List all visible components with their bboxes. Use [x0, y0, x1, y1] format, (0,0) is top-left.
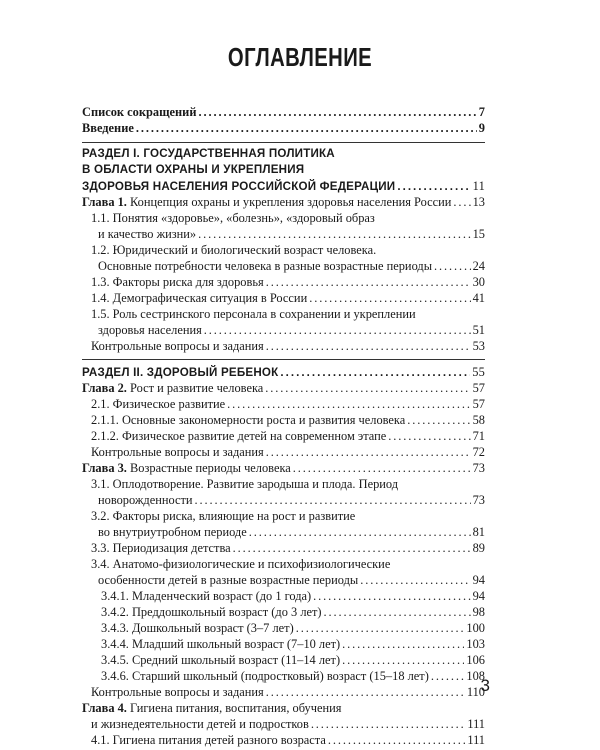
toc-entry-review-2[interactable] [82, 444, 485, 460]
toc-entry-page: 98 [472, 605, 485, 619]
dot-leader [204, 322, 471, 338]
toc-entry-title: 3.4.3. Дошкольный возраст (3–7 лет) [101, 621, 294, 635]
dot-leader [195, 492, 471, 508]
dot-leader [313, 588, 470, 604]
toc-entry-title: 3.4.6. Старший школьный (подростковый) возраст (15–18 лет) [101, 669, 429, 683]
toc-entry-page: 73 [472, 461, 485, 475]
toc-entry-title: 1.3. Факторы риска для здоровья [91, 275, 264, 289]
toc-entry-1-2[interactable] [82, 242, 485, 274]
toc-entry-3-4-3[interactable] [82, 620, 485, 636]
toc-entry-abbreviations[interactable] [82, 104, 485, 120]
dot-leader [198, 104, 476, 120]
dot-leader [293, 460, 471, 476]
toc-entry-page: 51 [472, 323, 485, 337]
toc-entry-page: 100 [466, 621, 485, 635]
page-title: ОГЛАВЛЕНИЕ [227, 42, 373, 72]
dot-leader [233, 540, 471, 556]
toc-entry-introduction[interactable] [82, 120, 485, 136]
toc-entry-page: 15 [472, 227, 485, 241]
toc-entry-page: 30 [472, 275, 485, 289]
toc-entry-title: 3.1. Оплодотворение. Развитие зародыша и плода. Период [91, 477, 399, 491]
dot-leader [342, 636, 464, 652]
section-title-line: РАЗДЕЛ II. ЗДОРОВЫЙ РЕБЕНОК [82, 366, 279, 379]
toc-entry-title: и качество жизни» [98, 227, 197, 241]
dot-leader [328, 732, 465, 748]
toc-entry-review-1[interactable] [82, 338, 485, 354]
toc-entry-page: 94 [472, 573, 485, 587]
toc-entry-page: 103 [466, 637, 485, 651]
toc-entry-title: Контрольные вопросы и задания [91, 339, 264, 353]
toc-entry-page: 81 [472, 525, 485, 539]
dot-leader [388, 428, 470, 444]
toc-chapter-2[interactable] [82, 380, 485, 396]
toc-entry-title: 3.4.4. Младший школьный возраст (7–10 лет) [101, 637, 341, 651]
toc-entry-title: 2.1. Физическое развитие [91, 397, 226, 411]
dot-leader [453, 194, 470, 210]
dot-leader [342, 652, 464, 668]
dot-leader [407, 412, 470, 428]
toc-entry-title: 4.1. Гигиена питания детей разного возраста [91, 733, 326, 747]
toc-entry-title: новорожденности [98, 493, 193, 507]
toc-entry-4-1[interactable] [82, 732, 485, 748]
dot-leader [266, 444, 471, 460]
chapter-label: Глава 4. [82, 701, 127, 715]
dot-leader [431, 668, 465, 684]
toc-entry-page: 73 [472, 493, 485, 507]
dot-leader [265, 380, 470, 396]
table-of-contents [82, 104, 485, 748]
toc-entry-page: 108 [466, 669, 485, 683]
toc-entry-title: 3.4.1. Младенческий возраст (до 1 года) [101, 589, 312, 603]
dot-leader [296, 620, 465, 636]
toc-entry-3-1[interactable] [82, 476, 485, 508]
toc-entry-3-4-2[interactable] [82, 604, 485, 620]
toc-entry-title: 3.4.5. Средний школьный возраст (11–14 лет) [101, 653, 341, 667]
toc-entry-page: 58 [472, 413, 485, 427]
toc-entry-page: 11 [472, 179, 485, 193]
toc-entry-1-3[interactable] [82, 274, 485, 290]
toc-entry-title: 1.4. Демографическая ситуация в России [91, 291, 308, 305]
dot-leader [266, 274, 471, 290]
toc-chapter-3[interactable] [82, 460, 485, 476]
toc-entry-1-4[interactable] [82, 290, 485, 306]
dot-leader [266, 338, 471, 354]
toc-entry-3-4[interactable] [82, 556, 485, 588]
toc-section-2[interactable] [82, 364, 485, 380]
toc-entry-title: 1.2. Юридический и биологический возраст человека. [91, 243, 377, 257]
toc-entry-title: 3.4. Анатомо-физиологические и психофизиологические [91, 557, 391, 571]
toc-entry-2-1[interactable] [82, 396, 485, 412]
toc-entry-page: 57 [472, 397, 485, 411]
toc-entry-page: 111 [467, 717, 485, 731]
toc-entry-page: 41 [472, 291, 485, 305]
dot-leader [360, 572, 470, 588]
toc-entry-page: 94 [472, 589, 485, 603]
toc-entry-title: Основные потребности человека в разные возрастные периоды [98, 259, 433, 273]
dot-leader [311, 716, 466, 732]
toc-chapter-1[interactable] [82, 194, 485, 210]
toc-entry-title: Контрольные вопросы и задания [91, 445, 264, 459]
dot-leader [266, 684, 465, 700]
toc-entry-title: Список сокращений [82, 105, 197, 119]
toc-entry-title: здоровья населения [98, 323, 202, 337]
toc-entry-1-1[interactable] [82, 210, 485, 242]
toc-entry-3-4-5[interactable] [82, 652, 485, 668]
dot-leader [434, 258, 471, 274]
toc-entry-page: 89 [472, 541, 485, 555]
toc-entry-title: 3.3. Периодизация детства [91, 541, 231, 555]
toc-entry-page: 71 [472, 429, 485, 443]
chapter-label: Глава 1. [82, 195, 127, 209]
toc-entry-3-3[interactable] [82, 540, 485, 556]
toc-entry-title: 1.1. Понятия «здоровье», «болезнь», «здоровый образ [91, 211, 375, 225]
toc-entry-title: особенности детей в разные возрастные периоды [98, 573, 359, 587]
dot-leader [309, 290, 470, 306]
toc-entry-page: 110 [466, 685, 485, 699]
toc-entry-page: 57 [472, 381, 485, 395]
dot-leader [280, 365, 470, 380]
chapter-label: Глава 3. [82, 461, 127, 475]
toc-entry-3-4-4[interactable] [82, 636, 485, 652]
dot-leader [227, 396, 470, 412]
toc-entry-page: 53 [472, 339, 485, 353]
toc-entry-page: 9 [478, 121, 485, 135]
dot-leader [397, 179, 470, 194]
toc-entry-title: Контрольные вопросы и задания [91, 685, 264, 699]
toc-entry-page: 24 [472, 259, 485, 273]
toc-entry-page: 7 [478, 105, 485, 119]
section-title-line: ЗДОРОВЬЯ НАСЕЛЕНИЯ РОССИЙСКОЙ ФЕДЕРАЦИИ [82, 180, 396, 193]
toc-entry-review-3[interactable] [82, 684, 485, 700]
chapter-label: Глава 2. [82, 381, 127, 395]
chapter-title: Рост и развитие человека [130, 381, 264, 395]
toc-entry-page: 111 [467, 733, 485, 747]
chapter-title: и жизнедеятельности детей и подростков [91, 717, 309, 731]
dot-leader [249, 524, 471, 540]
chapter-title: Концепция охраны и укрепления здоровья населения России [130, 195, 452, 209]
toc-entry-page: 72 [472, 445, 485, 459]
toc-entry-title: 3.4.2. Преддошкольный возраст (до 3 лет) [101, 605, 322, 619]
toc-entry-title: 2.1.1. Основные закономерности роста и развития человека [91, 413, 406, 427]
dot-leader [198, 226, 470, 242]
toc-section-1[interactable] [82, 146, 485, 194]
toc-entry-title: 3.2. Факторы риска, влияющие на рост и развитие [91, 509, 356, 523]
dot-leader [324, 604, 471, 620]
toc-entry-title: 2.1.2. Физическое развитие детей на современном этапе [91, 429, 387, 443]
toc-entry-2-1-2[interactable] [82, 428, 485, 444]
section-title-line: РАЗДЕЛ I. ГОСУДАРСТВЕННАЯ ПОЛИТИКА [82, 147, 335, 160]
page-number: 3 [480, 676, 490, 695]
toc-chapter-4[interactable] [82, 700, 485, 732]
toc-entry-title: Введение [82, 121, 134, 135]
chapter-title: Возрастные периоды человека [130, 461, 291, 475]
toc-entry-title: во внутриутробном периоде [98, 525, 247, 539]
toc-entry-page: 106 [466, 653, 485, 667]
chapter-title: Гигиена питания, воспитания, обучения [130, 701, 342, 715]
toc-entry-title: 1.5. Роль сестринского персонала в сохранении и укреплении [91, 307, 416, 321]
toc-entry-page: 55 [472, 365, 485, 379]
toc-entry-2-1-1[interactable] [82, 412, 485, 428]
toc-entry-1-5[interactable] [82, 306, 485, 338]
toc-entry-page: 13 [472, 195, 485, 209]
toc-entry-3-4-6[interactable] [82, 668, 485, 684]
section-title-line: В ОБЛАСТИ ОХРАНЫ И УКРЕПЛЕНИЯ [82, 163, 305, 176]
dot-leader [136, 120, 477, 136]
toc-entry-3-2[interactable] [82, 508, 485, 540]
toc-entry-3-4-1[interactable] [82, 588, 485, 604]
